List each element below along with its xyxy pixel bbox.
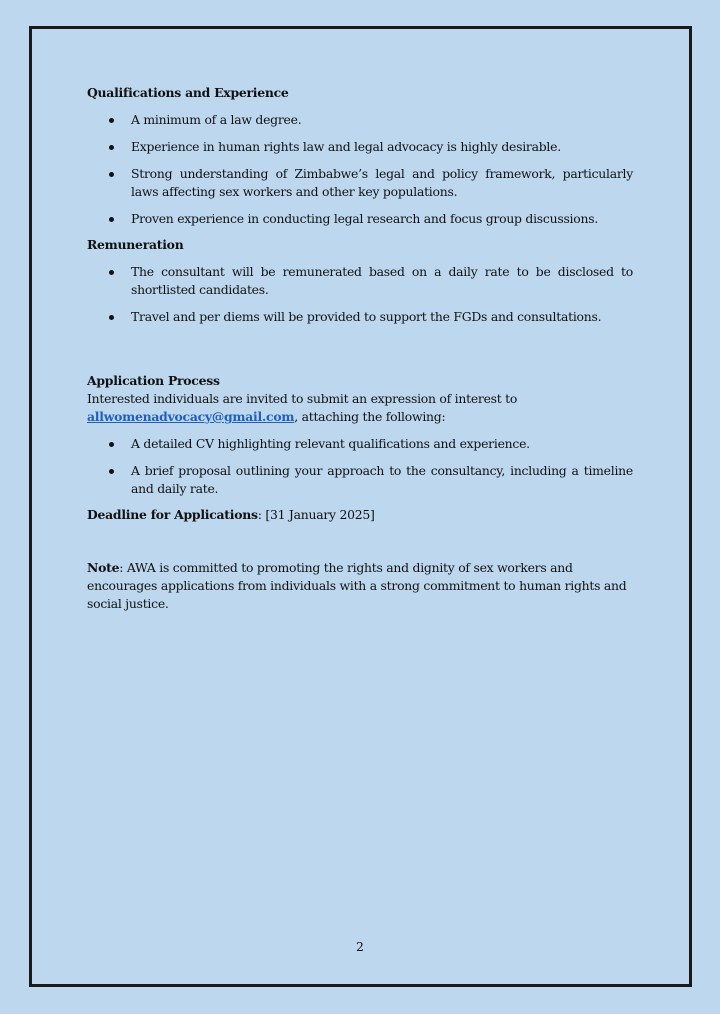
list-item: The consultant will be remunerated based on a daily rate to be disclosed to shortlisted candidates. [87, 263, 633, 299]
list-item: Travel and per diems will be provided to support the FGDs and consultations. [87, 308, 633, 326]
email-link[interactable]: allwomenadvocacy@gmail.com [87, 409, 295, 424]
list-item: Proven experience in conducting legal research and focus group discussions. [87, 210, 633, 228]
bullet-icon [109, 442, 114, 447]
qualifications-heading: Qualifications and Experience [87, 85, 289, 100]
bullet-icon [109, 270, 114, 275]
list-item: A minimum of a law degree. [87, 111, 633, 129]
bullet-icon [109, 217, 114, 222]
list-item: A brief proposal outlining your approach to the consultancy, including a timeline and daily rate. [87, 462, 633, 498]
bullet-icon [109, 172, 114, 177]
section-spacer [87, 334, 633, 372]
note-label: Note [87, 560, 120, 575]
note-text: : AWA is committed to promoting the rights and dignity of sex workers and encourages applications from individuals with a strong commitment to human rights and social justice. [87, 560, 627, 611]
qualifications-list [87, 111, 633, 228]
note-paragraph [87, 559, 633, 613]
list-item: A detailed CV highlighting relevant qualifications and experience. [87, 435, 633, 453]
bullet-icon [109, 469, 114, 474]
application-intro: Interested individuals are invited to submit an expression of interest to allwomenadvocacy@gmail.com, attaching the following: [87, 391, 518, 424]
application-list [87, 435, 633, 498]
page-number: 2 [356, 939, 364, 954]
list-item: Strong understanding of Zimbabwe’s legal and policy framework, particularly laws affecting sex workers and other key populations. [87, 165, 633, 201]
bullet-icon [109, 145, 114, 150]
deadline-label: Deadline for Applications [87, 507, 258, 522]
bullet-icon [109, 118, 114, 123]
bullet-icon [109, 315, 114, 320]
application-heading: Application Process [87, 373, 220, 388]
section-spacer [87, 524, 633, 559]
deadline-line: Deadline for Applications: [31 January 2025] [87, 507, 375, 522]
list-item: Experience in human rights law and legal advocacy is highly desirable. [87, 138, 633, 156]
remuneration-heading: Remuneration [87, 237, 184, 252]
deadline-value: [31 January 2025] [265, 507, 375, 522]
document-body [87, 84, 633, 613]
remuneration-list [87, 263, 633, 326]
